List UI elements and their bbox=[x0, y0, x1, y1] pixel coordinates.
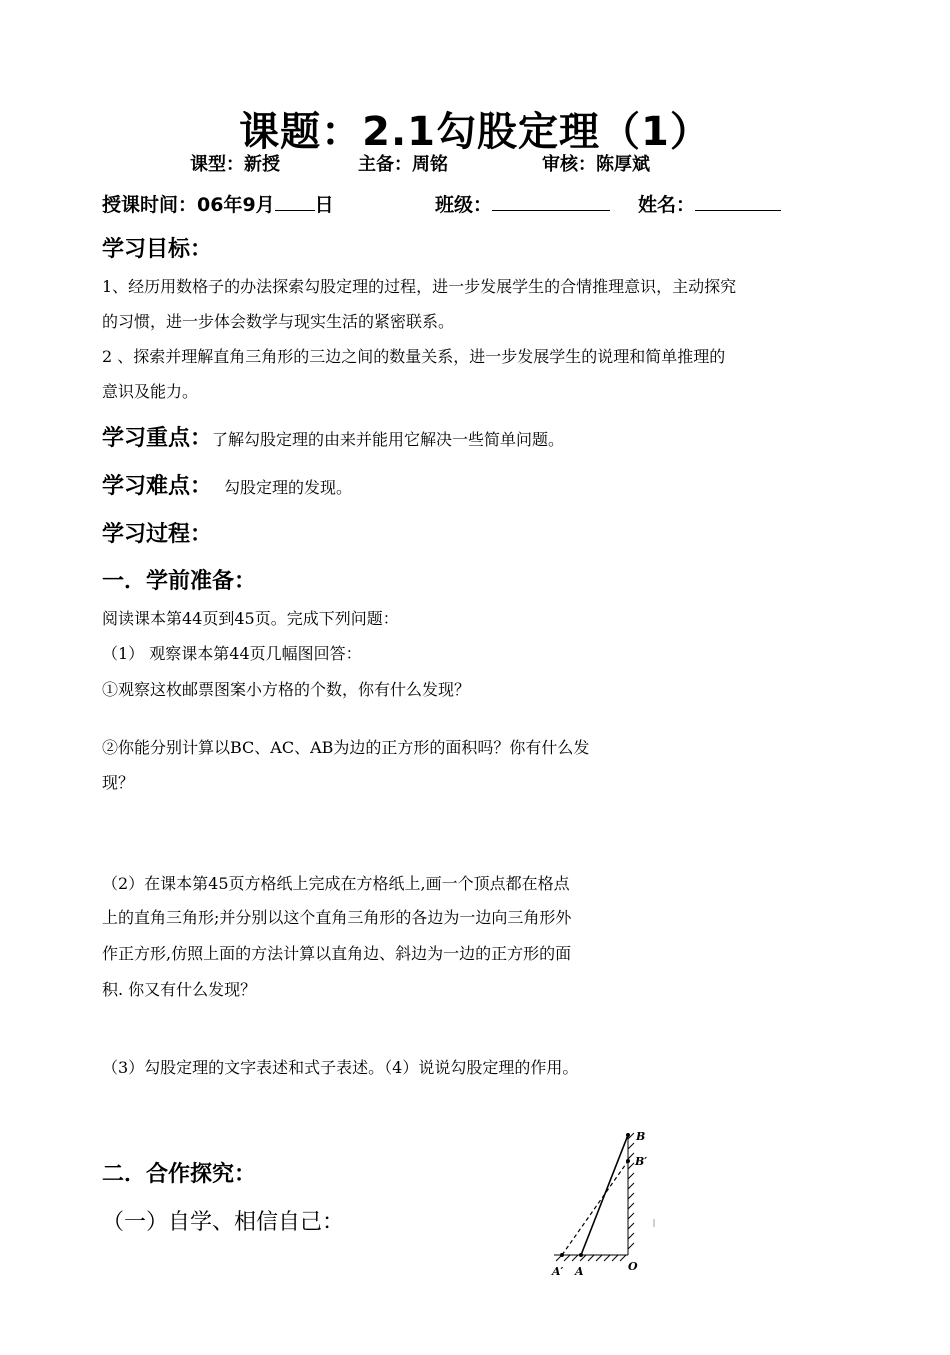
page-title: 课题：2.1勾股定理（1） bbox=[239, 109, 711, 155]
objective-line-4: 意识及能力。 bbox=[102, 382, 199, 401]
name-blank[interactable] bbox=[695, 192, 781, 211]
question-2-line-3: 作正方形,仿照上面的方法计算以直角边、斜边为一边的正方形的面 bbox=[102, 944, 572, 963]
reviewer: 审核：陈厚斌 bbox=[542, 154, 650, 175]
section2-heading: 二．合作探究： bbox=[102, 1162, 257, 1187]
point-b bbox=[626, 1133, 630, 1137]
process-heading: 学习过程： bbox=[102, 522, 213, 547]
objective-line-2: 的习惯，进一步体会数学与现实生活的紧密联系。 bbox=[102, 312, 455, 331]
objectives-heading: 学习目标： bbox=[102, 237, 213, 262]
day-blank[interactable] bbox=[275, 192, 315, 211]
key-point-heading: 学习重点： bbox=[102, 426, 213, 451]
question-1b-line-1: ②你能分别计算以BC、AC、AB为边的正方形的面积吗？你有什么发 bbox=[102, 738, 590, 757]
wall-hatching bbox=[628, 1133, 634, 1255]
name-row bbox=[638, 190, 781, 217]
point-b-prime bbox=[626, 1159, 630, 1163]
question-2-line-1: （2）在课本第45页方格纸上完成在方格纸上,画一个顶点都在格点 bbox=[102, 874, 570, 893]
objective-line-3: 2 、探索并理解直角三角形的三边之间的数量关系，进一步发展学生的说理和简单推理的 bbox=[102, 347, 726, 366]
lesson-time-label: 授课时间：06年9月 bbox=[102, 194, 275, 216]
question-3-4: （3）勾股定理的文字表述和式子表述。（4）说说勾股定理的作用。 bbox=[102, 1058, 579, 1077]
section1-heading: 一．学前准备： bbox=[102, 569, 257, 594]
label-b: B bbox=[636, 1130, 646, 1143]
question-2-line-2: 上的直角三角形;并分别以这个直角三角形的各边为一边向三角形外 bbox=[102, 908, 572, 927]
class-row bbox=[435, 190, 610, 217]
class-blank[interactable] bbox=[492, 192, 610, 211]
difficulty-text: 勾股定理的发现。 bbox=[224, 478, 353, 497]
difficulty-row bbox=[102, 469, 352, 500]
lesson-time-row bbox=[102, 190, 334, 217]
question-1b-line-2: 现？ bbox=[102, 773, 135, 792]
ladder-figure bbox=[548, 1125, 668, 1285]
difficulty-heading: 学习难点： bbox=[102, 474, 213, 499]
objective-line-1: 1、经历用数格子的办法探索勾股定理的过程，进一步发展学生的合情推理意识，主动探究 bbox=[102, 277, 737, 296]
key-point-row bbox=[102, 421, 564, 452]
point-a-prime bbox=[560, 1253, 564, 1257]
label-a: A bbox=[575, 1265, 584, 1278]
ground-hatching bbox=[554, 1255, 628, 1261]
label-o: O bbox=[628, 1260, 638, 1273]
section1-intro: 阅读课本第44页到45页。完成下列问题： bbox=[102, 609, 399, 628]
name-label: 姓名： bbox=[638, 194, 696, 216]
key-point-text: 了解勾股定理的由来并能用它解决一些简单问题。 bbox=[212, 430, 565, 449]
preparer: 主备：周铭 bbox=[358, 154, 448, 175]
class-label: 班级： bbox=[435, 194, 493, 216]
label-b-prime: B′ bbox=[635, 1155, 648, 1168]
lesson-type: 课型：新授 bbox=[190, 154, 280, 175]
section2-subheading: （一）自学、相信自己： bbox=[102, 1210, 345, 1235]
question-2-line-4: 积. 你又有什么发现？ bbox=[102, 980, 257, 999]
ladder-dashed bbox=[562, 1161, 628, 1255]
lesson-time-suffix: 日 bbox=[314, 194, 334, 216]
label-a-prime: A′ bbox=[552, 1265, 564, 1278]
question-1a: ①观察这枚邮票图案小方格的个数，你有什么发现？ bbox=[102, 680, 471, 699]
point-a bbox=[579, 1253, 583, 1257]
question-1: （1） 观察课本第44页几幅图回答： bbox=[102, 644, 362, 663]
